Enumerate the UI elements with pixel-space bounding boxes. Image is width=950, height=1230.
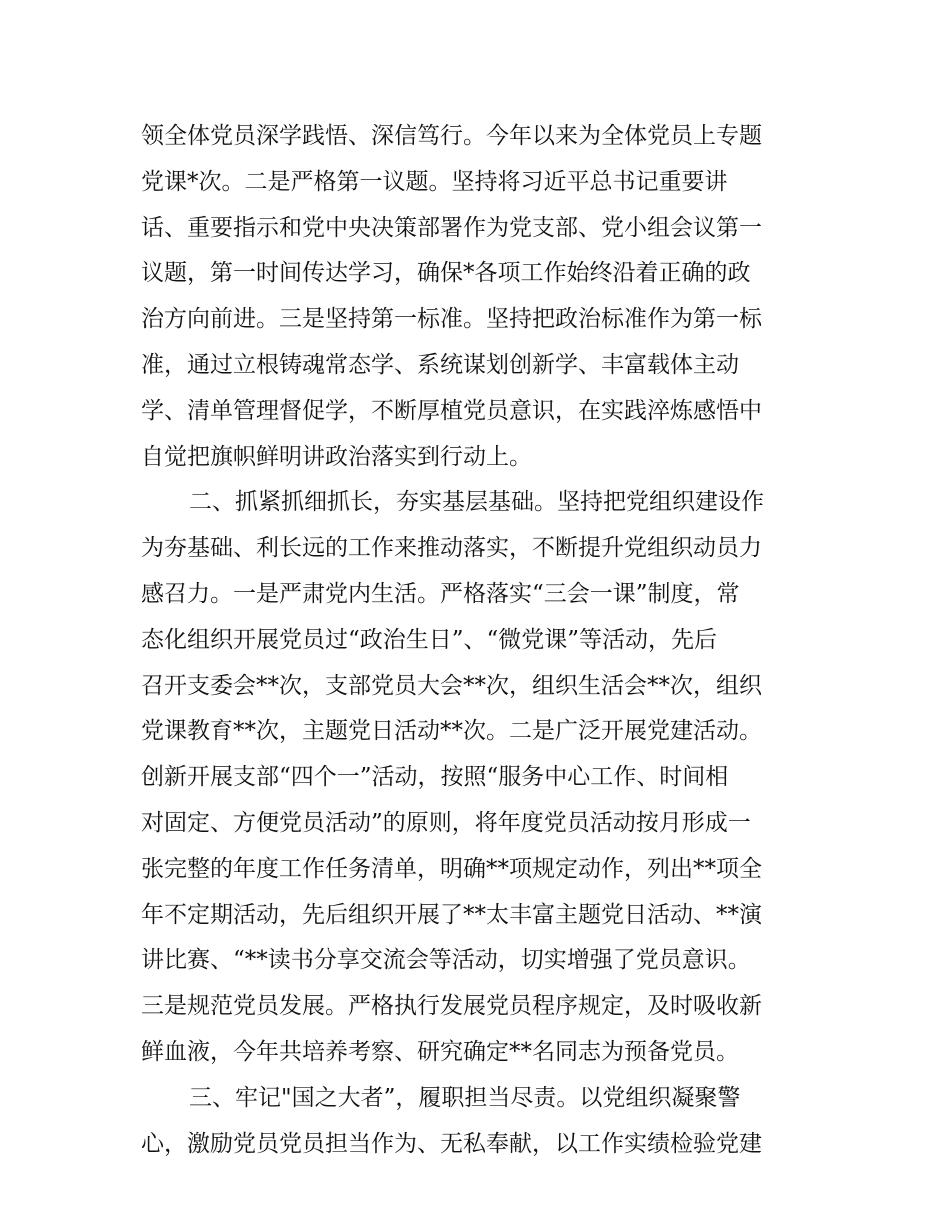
text-line: 召开支委会**次，支部党员大会**次，组织生活会**次，组织	[141, 672, 762, 699]
text-line: 准，通过立根铸魂常态学、系统谋划创新学、丰富载体主动	[141, 351, 739, 378]
text-line: 张完整的年度工作任务清单，明确**项规定动作，列出**项全	[141, 855, 762, 882]
text-line: 年不定期活动，先后组织开展了**太丰富主题党日活动、**演	[141, 901, 762, 928]
text-line: 对固定、方便党员活动”的原则，将年度党员活动按月形成一	[141, 809, 751, 836]
text-line: 学、清单管理督促学，不断厚植党员意识，在实践淬炼感悟中	[141, 397, 762, 424]
text-line: 鲜血液，今年共培养考察、研究确定**名同志为预备党员。	[141, 1038, 739, 1065]
text-line: 议题，第一时间传达学习，确保*各项工作始终沿着正确的政	[141, 260, 751, 287]
text-line: 治方向前进。三是坚持第一标准。坚持把政治标准作为第一标	[141, 306, 762, 333]
text-line: 态化组织开展党员过“政治生日”、“微党课”等活动，先后	[141, 626, 718, 653]
text-line: 党课教育**次，主题党日活动**次。二是广泛开展党建活动。	[141, 718, 762, 745]
section-heading-line: 三、牢记"国之大者”，履职担当尽责。以党组织凝聚警	[189, 1084, 741, 1111]
text-line: 话、重要指示和党中央决策部署作为党支部、党小组会议第一	[141, 214, 762, 241]
text-line: 领全体党员深学践悟、深信笃行。今年以来为全体党员上专题	[141, 123, 762, 149]
text-line: 三是规范党员发展。严格执行发展党员程序规定，及时吸收新	[141, 993, 762, 1020]
text-line: 创新开展支部“四个一”活动，按照“服务中心工作、时间相	[141, 764, 729, 791]
section-heading-line: 二、抓紧抓细抓长，夯实基层基础。坚持把党组织建设作	[189, 489, 764, 516]
text-line: 党课*次。二是严格第一议题。坚持将习近平总书记重要讲	[141, 168, 728, 195]
text-line: 讲比赛、“**读书分享交流会等活动，切实增强了党员意识。	[141, 947, 751, 974]
text-line: 心，激励党员党员担当作为、无私奉献，以工作实绩检验党建	[141, 1130, 762, 1157]
text-line: 为夯基础、利长远的工作来推动落实，不断提升党组织动员力	[141, 535, 762, 562]
document-body	[141, 114, 813, 1167]
text-line: 自觉把旗帜鲜明讲政治落实到行动上。	[141, 443, 532, 470]
text-line: 感召力。一是严肃党内生活。严格落实“三会一课”制度，常	[141, 580, 740, 607]
